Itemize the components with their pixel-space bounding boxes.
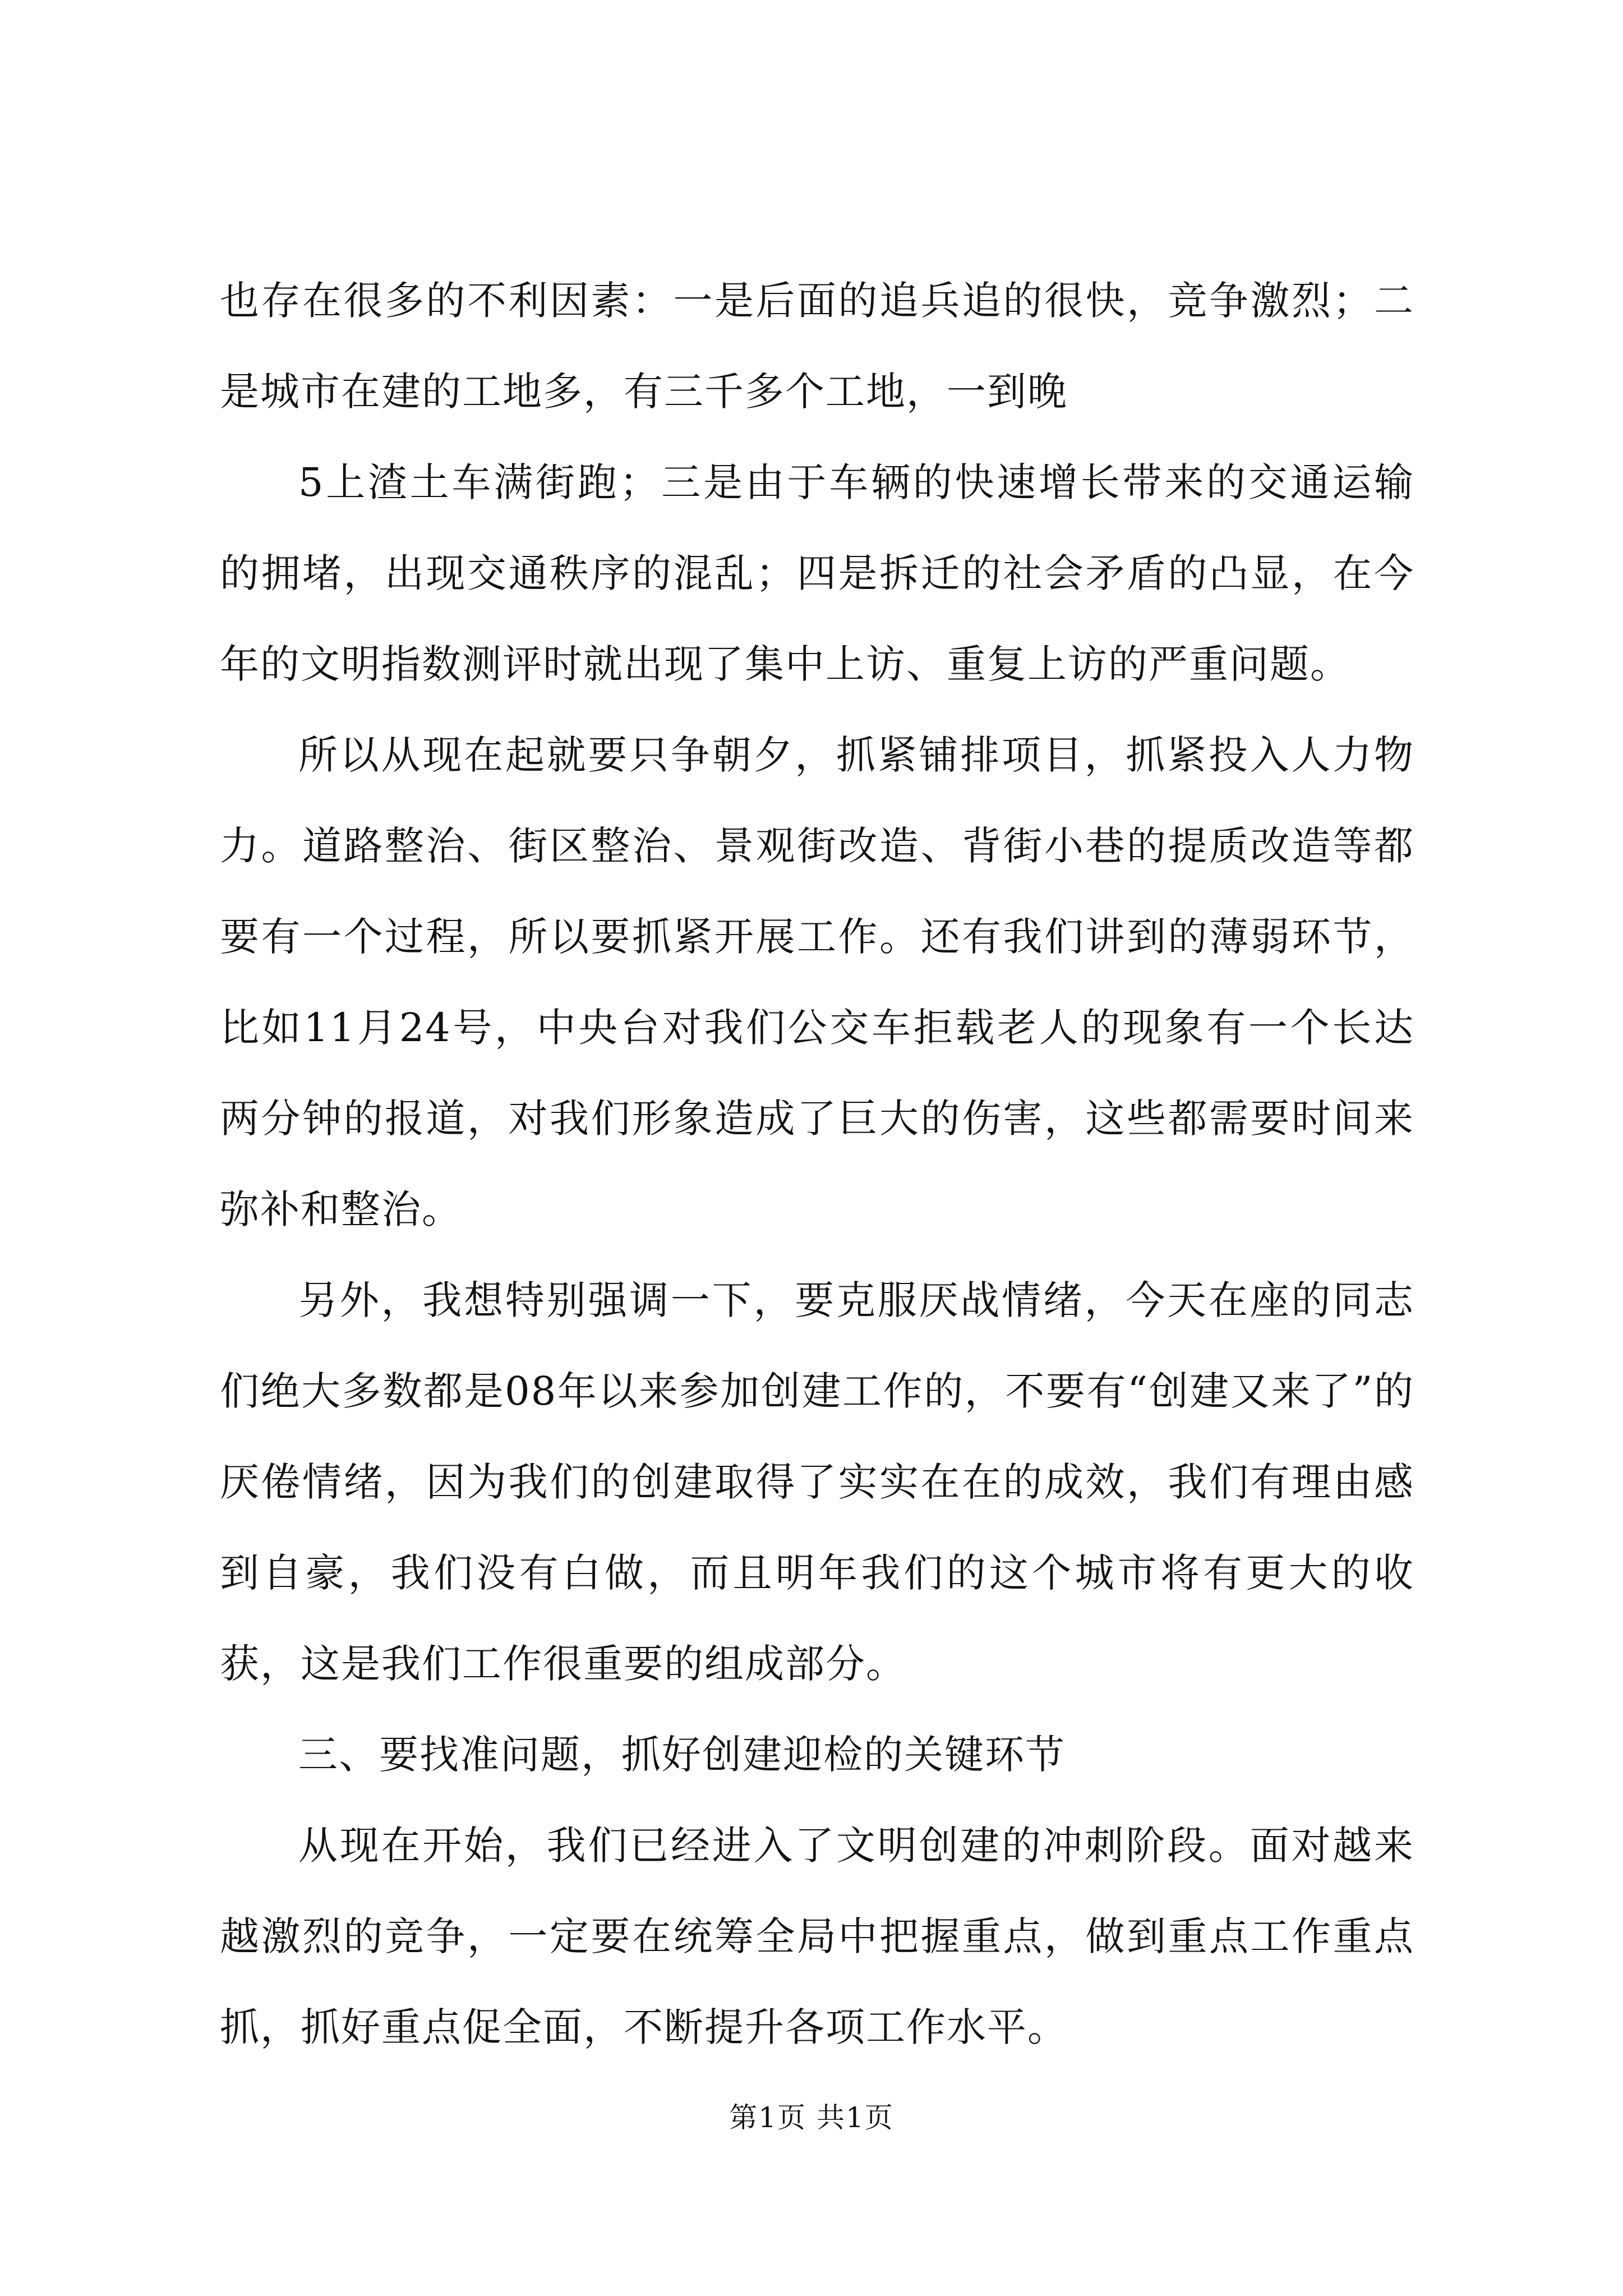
paragraph-1: 也存在很多的不利因素：一是后面的追兵追的很快，竞争激烈；二是城市在建的工地多，有三千多个工地，一到晚	[220, 278, 1414, 415]
paragraph-2: 5上渣土车满街跑；三是由于车辆的快速增长带来的交通运输的拥堵，出现交通秩序的混乱；四是拆迁的社会矛盾的凸显，在今年的文明指数测评时就出现了集中上访、重复上访的严重问题。	[220, 459, 1414, 687]
paragraph-5: 从现在开始，我们已经进入了文明创建的冲刺阶段。面对越来越激烈的竞争，一定要在统筹全局中把握重点，做到重点工作重点抓，抓好重点促全面，不断提升各项工作水平。	[220, 1823, 1414, 2050]
document-body	[220, 255, 1414, 2073]
page-number-footer: 第1页 共1页	[729, 2101, 894, 2134]
paragraph-4: 另外，我想特别强调一下，要克服厌战情绪，今天在座的同志们绝大多数都是08年以来参加创建工作的，不要有“创建又来了”的厌倦情绪，因为我们的创建取得了实实在在的成效，我们有理由感到自豪，我们没有白做，而且明年我们的这个城市将有更大的收获，这是我们工作很重要的组成部分。	[220, 1277, 1414, 1687]
section-heading: 三、要找准问题，抓好创建迎检的关键环节	[298, 1732, 1066, 1778]
paragraph-3: 所以从现在起就要只争朝夕，抓紧铺排项目，抓紧投入人力物力。道路整治、街区整治、景观街改造、背街小巷的提质改造等都要有一个过程，所以要抓紧开展工作。还有我们讲到的薄弱环节，比如11月24号，中央台对我们公交车拒载老人的现象有一个长达两分钟的报道，对我们形象造成了巨大的伤害，这些都需要时间来弥补和整治。	[220, 732, 1414, 1232]
